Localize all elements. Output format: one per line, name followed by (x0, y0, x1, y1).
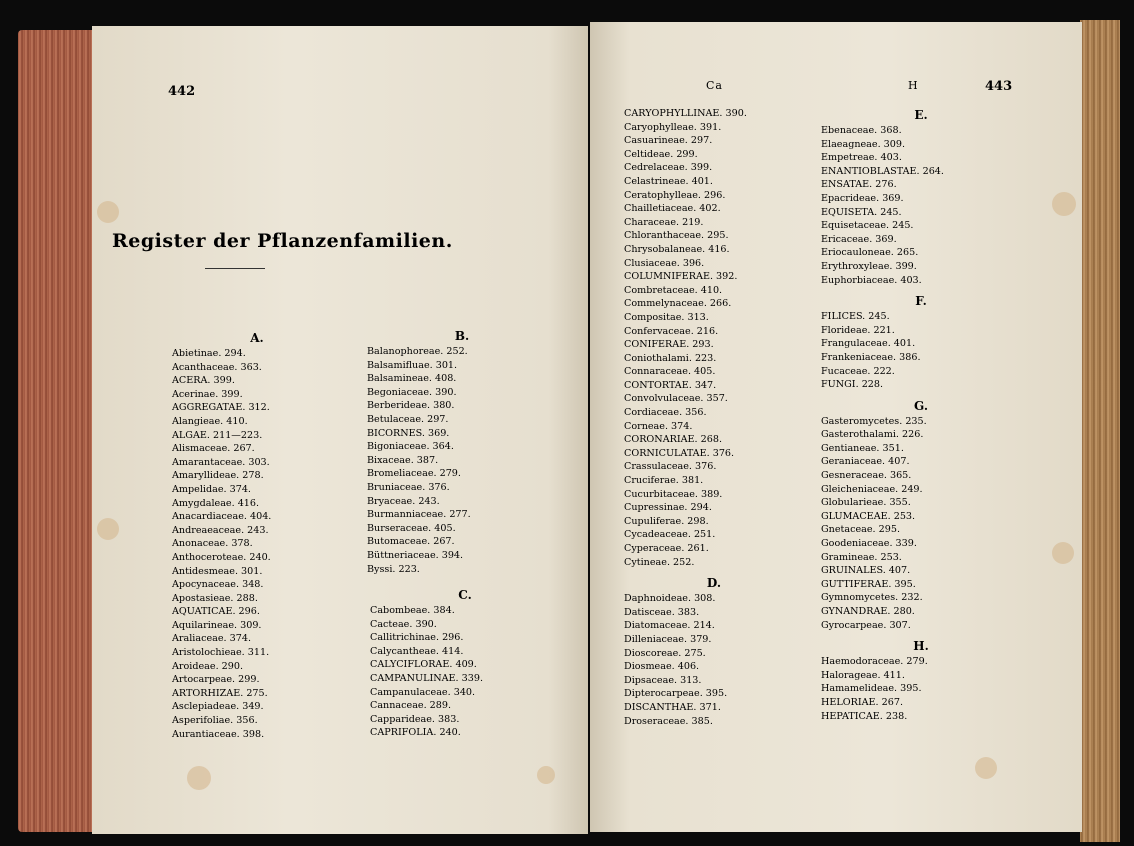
index-entry: Asclepiadeae. 349. (172, 701, 264, 713)
index-entry: ACERA. 399. (172, 375, 235, 387)
index-entry: Dioscoreae. 275. (624, 647, 706, 659)
index-entry: Apostasieae. 288. (172, 592, 258, 604)
index-entry: Bromeliaceae. 279. (367, 468, 461, 480)
index-entry: Diatomaceae. 214. (624, 620, 715, 632)
index-entry: Gesneraceae. 365. (821, 470, 912, 482)
section-letter: B. (454, 329, 470, 343)
index-column-e-h (821, 107, 1021, 723)
index-entry: CORONARIAE. 268. (624, 434, 723, 446)
index-entry: Epacrideae. 369. (821, 192, 904, 204)
index-entry: BICORNES. 369. (367, 427, 450, 439)
index-entry: CONIFERAE. 293. (624, 339, 714, 351)
index-entry: Corneae. 374. (624, 420, 693, 432)
foxing-spot (97, 201, 119, 223)
page-number-left: 442 (168, 84, 196, 99)
index-entry: Aurantiaceae. 398. (172, 728, 265, 740)
index-entry: Chrysobalaneae. 416. (624, 243, 730, 255)
index-entry: Connaraceae. 405. (624, 366, 716, 378)
index-entry: Amarantaceae. 303. (172, 456, 270, 468)
index-entry: Cupuliferae. 298. (624, 515, 709, 527)
index-entry: Cedrelaceae. 399. (624, 162, 713, 174)
index-entry: Compositae. 313. (624, 311, 709, 323)
index-entry: Asperifoliae. 356. (172, 715, 258, 727)
index-entry: Campanulaceae. 340. (370, 686, 476, 698)
index-entry: Characeae. 219. (624, 216, 704, 228)
index-entry: Commelynaceae. 266. (624, 298, 732, 310)
index-entry: Droseraceae. 385. (624, 715, 713, 727)
index-entry: Cruciferae. 381. (624, 475, 704, 487)
section-letter: C. (458, 588, 472, 602)
index-entry: Burseraceae. 405. (367, 522, 456, 534)
index-column-c-d (624, 107, 804, 728)
index-entry: Dipterocarpeae. 395. (624, 688, 728, 700)
index-entry: Frankeniaceae. 386. (821, 351, 921, 363)
section-letter: G. (914, 398, 928, 413)
index-entry: Casuarineae. 297. (624, 135, 713, 147)
foxing-spot (187, 766, 211, 790)
page-number-right: 443 (985, 79, 1013, 94)
index-entry: CONTORTAE. 347. (624, 379, 717, 391)
index-entry: Datisceae. 383. (624, 606, 700, 618)
index-entry: Frangulaceae. 401. (821, 338, 916, 350)
index-entry: Goodeniaceae. 339. (821, 538, 917, 550)
index-entry: Bigoniaceae. 364. (367, 441, 454, 453)
index-entry: Clusiaceae. 396. (624, 257, 705, 269)
index-entry: Callitrichinae. 296. (370, 632, 464, 644)
index-entry: Dilleniaceae. 379. (624, 633, 712, 645)
index-entry: Coniothalami. 223. (624, 352, 717, 364)
index-entry: Balanophoreae. 252. (367, 346, 468, 357)
index-entry: Aquilarineae. 309. (172, 619, 262, 631)
index-entry: Acanthaceae. 363. (172, 361, 262, 373)
index-entry: Byssi. 223. (367, 563, 420, 575)
index-entry: Gyrocarpeae. 307. (821, 619, 911, 631)
index-entry: HELORIAE. 267. (821, 696, 904, 708)
index-entry: Gleicheniaceae. 249. (821, 483, 923, 495)
index-entry: Hamamelideae. 395. (821, 683, 922, 695)
index-entry: Cabombeae. 384. (370, 605, 455, 616)
foxing-spot (1052, 542, 1074, 564)
index-entry: Cucurbitaceae. 389. (624, 488, 723, 500)
index-entry: Chailletiaceae. 402. (624, 203, 721, 215)
index-entry: ALGAE. 211—223. (172, 429, 263, 441)
index-entry: Gnetaceae. 295. (821, 524, 901, 536)
index-entry: Daphnoideae. 308. (624, 593, 716, 605)
index-entry: Euphorbiaceae. 403. (821, 274, 922, 286)
index-entry: AQUATICAE. 296. (172, 606, 260, 618)
index-entry: Celastrineae. 401. (624, 175, 713, 187)
index-entry: Convolvulaceae. 357. (624, 393, 728, 405)
index-column-a (172, 330, 342, 741)
index-entry: Crassulaceae. 376. (624, 461, 717, 473)
index-entry: Betulaceae. 297. (367, 413, 449, 425)
index-entry: Ampelidae. 374. (172, 483, 251, 495)
index-entry: Gasteromycetes. 235. (821, 415, 927, 427)
index-entry: Diosmeae. 406. (624, 661, 700, 673)
index-entry: FILICES. 245. (821, 311, 890, 323)
index-entry: GYNANDRAE. 280. (821, 606, 915, 617)
index-entry: Ceratophylleae. 296. (624, 189, 726, 201)
section-letter: H. (913, 639, 929, 654)
index-entry: HEPATICAE. 238. (821, 710, 908, 722)
index-entry: COLUMNIFERAE. 392. (624, 271, 738, 283)
index-entry: Fucaceae. 222. (821, 365, 895, 377)
index-entry: Gasterothalami. 226. (821, 429, 924, 441)
index-entry: ENSATAE. 276. (821, 179, 897, 191)
index-entry: Cordiaceae. 356. (624, 407, 707, 419)
index-entry: Bryaceae. 243. (367, 495, 440, 507)
index-column-c (370, 587, 560, 740)
index-entry: Equisetaceae. 245. (821, 220, 914, 232)
book-left-page-edges (18, 30, 96, 832)
running-head-left: Ca (706, 79, 723, 92)
index-entry: Butomaceae. 267. (367, 536, 455, 548)
index-entry: Amygdaleae. 416. (172, 497, 260, 509)
index-entry: Balsamineae. 408. (367, 373, 457, 385)
index-entry: Calycantheae. 414. (370, 645, 464, 657)
index-entry: Aristolochieae. 311. (172, 647, 270, 659)
index-entry: Amaryllideae. 278. (172, 470, 264, 482)
index-entry: CALYCIFLORAE. 409. (370, 659, 477, 671)
index-entry: Eriocauloneae. 265. (821, 247, 919, 259)
index-entry: Ericaceae. 369. (821, 233, 897, 245)
index-entry: Ebenaceae. 368. (821, 125, 902, 136)
index-entry: FUNGI. 228. (821, 379, 884, 391)
index-entry: DISCANTHAE. 371. (624, 701, 721, 713)
index-entry: Gramineae. 253. (821, 551, 902, 563)
index-entry: Balsamifluae. 301. (367, 359, 458, 371)
section-letter: A. (250, 331, 264, 345)
page-title: Register der Pflanzenfamilien. (112, 230, 453, 252)
index-entry: Burmanniaceae. 277. (367, 509, 471, 521)
index-entry: Gymnomycetes. 232. (821, 592, 923, 604)
index-entry: CARYOPHYLLINAE. 390. (624, 108, 747, 119)
index-entry: Globularieae. 355. (821, 497, 911, 509)
index-entry: CAPRIFOLIA. 240. (370, 727, 461, 739)
index-entry: Cupressinae. 294. (624, 502, 712, 514)
index-entry: GLUMACEAE. 253. (821, 510, 916, 522)
index-entry: GRUINALES. 407. (821, 565, 911, 577)
index-entry: Chloranthaceae. 295. (624, 230, 729, 242)
index-entry: Cyperaceae. 261. (624, 543, 709, 554)
index-entry: Cacteae. 390. (370, 618, 437, 630)
index-entry: Geraniaceae. 407. (821, 456, 910, 468)
index-entry: ENANTIOBLASTAE. 264. (821, 165, 944, 177)
index-entry: Cycadeaceae. 251. (624, 529, 716, 541)
index-entry: Acerinae. 399. (172, 388, 243, 400)
index-entry: Celtideae. 299. (624, 148, 698, 160)
index-entry: Cytineae. 252. (624, 556, 695, 568)
foxing-spot (1052, 192, 1076, 216)
index-entry: Halorageae. 411. (821, 669, 905, 681)
index-entry: Araliaceae. 374. (172, 633, 251, 645)
index-entry: Bixaceae. 387. (367, 454, 439, 466)
index-entry: Anacardiaceae. 404. (172, 511, 272, 523)
foxing-spot (97, 518, 119, 540)
index-entry: Cannaceae. 289. (370, 700, 452, 712)
index-entry: CAMPANULINAE. 339. (370, 672, 484, 684)
index-entry: Erythroxyleae. 399. (821, 260, 917, 272)
index-entry: Andreaeaceae. 243. (172, 524, 269, 536)
index-entry: Berberideae. 380. (367, 400, 455, 412)
index-entry: Büttneriaceae. 394. (367, 549, 464, 561)
index-entry: Anthoceroteae. 240. (172, 551, 271, 563)
index-entry: Artocarpeae. 299. (172, 674, 260, 686)
section-letter: D. (706, 576, 722, 591)
index-entry: Aroideae. 290. (172, 660, 244, 672)
section-letter: F. (915, 294, 927, 309)
index-entry: Begoniaceae. 390. (367, 386, 457, 398)
index-entry: Antidesmeae. 301. (172, 565, 263, 577)
index-entry: Apocynaceae. 348. (172, 579, 264, 591)
index-entry: Dipsaceae. 313. (624, 674, 702, 686)
running-head-right: H (908, 79, 919, 92)
index-entry: ARTORHIZAE. 275. (172, 687, 268, 699)
index-entry: AGGREGATAE. 312. (172, 402, 270, 414)
index-entry: Empetreae. 403. (821, 152, 902, 164)
section-letter: E. (914, 108, 928, 122)
foxing-spot (537, 766, 555, 784)
index-entry: Caryophylleae. 391. (624, 121, 722, 133)
index-entry: Combretaceae. 410. (624, 284, 723, 296)
index-entry: Confervaceae. 216. (624, 325, 719, 337)
foxing-spot (975, 757, 997, 779)
index-entry: Bruniaceae. 376. (367, 481, 450, 493)
index-entry: CORNICULATAE. 376. (624, 447, 735, 459)
index-entry: Alangieae. 410. (172, 415, 248, 427)
title-rule (205, 268, 265, 269)
index-entry: GUTTIFERAE. 395. (821, 578, 916, 590)
index-entry: Florideae. 221. (821, 324, 895, 336)
index-entry: EQUISETA. 245. (821, 206, 902, 218)
index-entry: Gentianeae. 351. (821, 442, 904, 454)
index-entry: Capparideae. 383. (370, 713, 460, 725)
index-entry: Elaeagneae. 309. (821, 138, 906, 150)
index-entry: Anonaceae. 378. (172, 538, 253, 550)
index-entry: Abietinae. 294. (172, 348, 246, 359)
index-entry: Alismaceae. 267. (172, 443, 255, 455)
index-column-b (367, 328, 557, 576)
index-entry: Haemodoraceae. 279. (821, 656, 928, 668)
book-right-page-edges (1080, 20, 1120, 842)
